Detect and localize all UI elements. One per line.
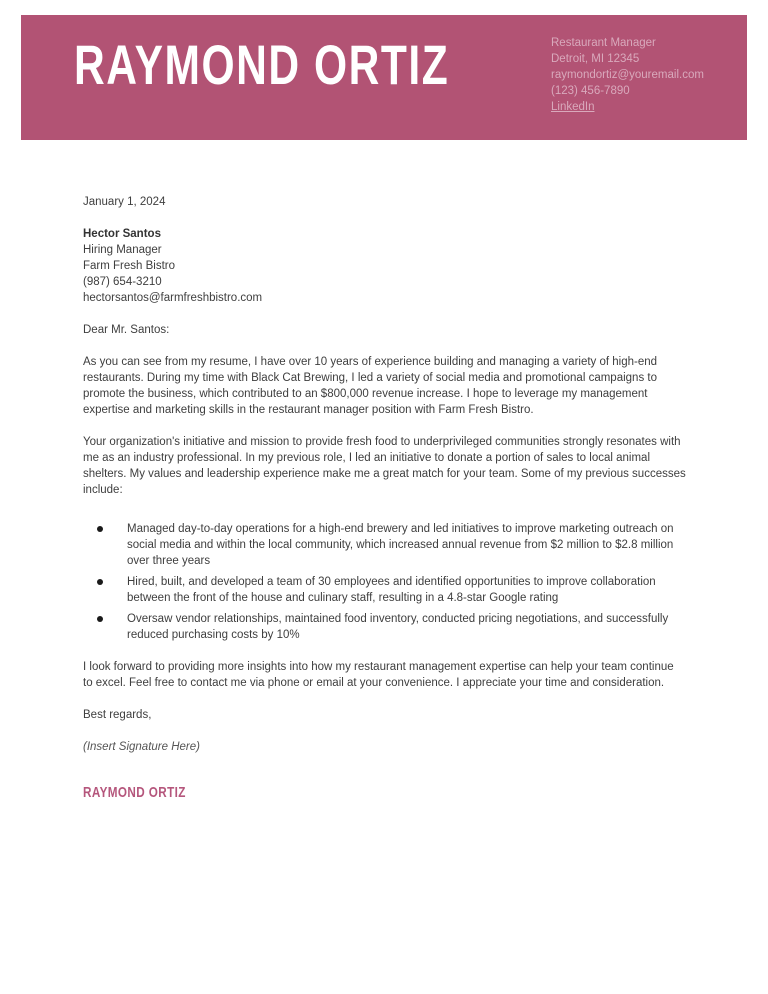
bullet-icon — [97, 616, 103, 622]
recipient-company: Farm Fresh Bistro — [83, 260, 176, 272]
letter-date: January 1, 2024 — [83, 196, 166, 208]
contact-phone: (123) 456-7890 — [551, 85, 630, 97]
header-banner — [21, 15, 747, 140]
bullet-icon — [97, 526, 103, 532]
cover-letter-body — [83, 194, 686, 802]
list-item-text: Hired, built, and developed a team of 30 employees and identified opportunities to improve collaboration between the front of the house and culinary staff, resulting in a 4.8-star Google rating — [127, 576, 656, 604]
paragraph-closing: I look forward to providing more insights into how my restaurant management expertise can help your team continue to excel. Feel free to contact me via phone or email at your convenience. I appreciate your time and consideration. — [83, 661, 674, 689]
contact-location: Detroit, MI 12345 — [551, 53, 640, 65]
signature-name: RAYMOND ORTIZ — [83, 784, 186, 801]
header-contact-block — [551, 35, 704, 115]
recipient-email: hectorsantos@farmfreshbistro.com — [83, 292, 263, 304]
applicant-name-heading: RAYMOND ORTIZ — [74, 33, 450, 96]
linkedin-link[interactable]: LinkedIn — [551, 101, 595, 113]
list-item — [83, 574, 686, 606]
recipient-phone: (987) 654-3210 — [83, 276, 162, 288]
contact-role: Restaurant Manager — [551, 37, 656, 49]
bullet-icon — [97, 579, 103, 585]
list-item-text: Managed day-to-day operations for a high-end brewery and led initiatives to improve marketing outreach on social media and within the local community, which increased annual revenue from $2 million to $2.8 million over three years — [127, 523, 674, 567]
contact-email: raymondortiz@youremail.com — [551, 69, 704, 81]
signature-placeholder: (Insert Signature Here) — [83, 741, 200, 753]
recipient-title: Hiring Manager — [83, 244, 162, 256]
paragraph-intro: As you can see from my resume, I have over 10 years of experience building and managing a variety of high-end restaurants. During my time with Black Cat Brewing, I led a variety of social media and promotional campaigns to promote the business, which contributed to an $800,000 revenue increase. I hope to leverage my management expertise and marketing skills in the restaurant manager position with Farm Fresh Bistro. — [83, 356, 658, 416]
paragraph-mission: Your organization's initiative and mission to provide fresh food to underprivileged communities strongly resonates with me as an industry professional. In my previous role, I led an initiative to donate a portion of sales to local animal shelters. My values and leadership experience make me a great match for your team. Some of my previous successes include: — [83, 436, 686, 496]
achievement-list — [83, 521, 686, 643]
list-item — [83, 521, 686, 569]
salutation: Dear Mr. Santos: — [83, 324, 170, 336]
list-item-text: Oversaw vendor relationships, maintained food inventory, conducted pricing negotiations, and successfully reduced purchasing costs by 10% — [127, 613, 669, 641]
valediction: Best regards, — [83, 709, 152, 721]
list-item — [83, 611, 686, 643]
recipient-block — [83, 226, 686, 306]
recipient-name: Hector Santos — [83, 228, 161, 240]
